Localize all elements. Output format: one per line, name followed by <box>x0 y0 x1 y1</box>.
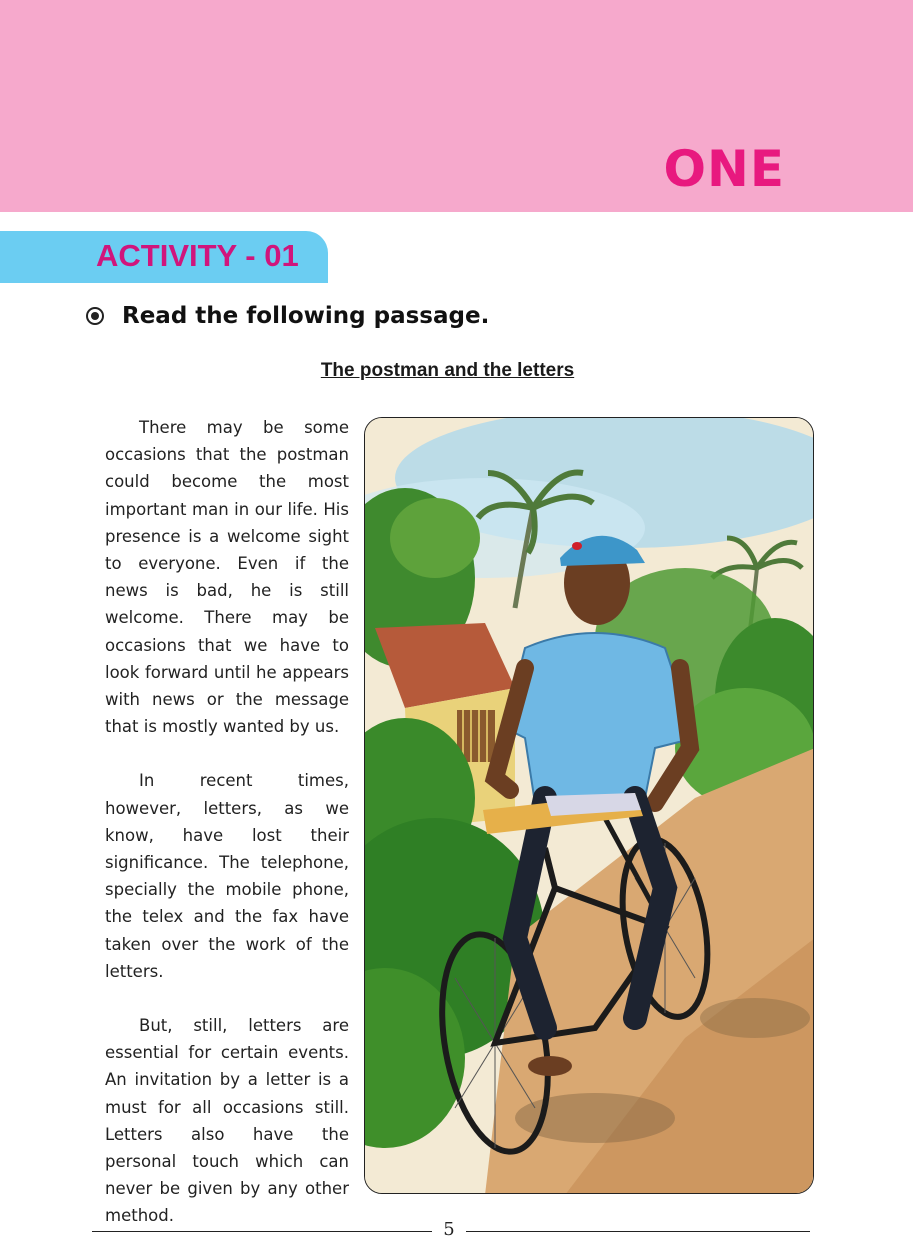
postman-illustration <box>364 417 814 1194</box>
instruction <box>86 303 489 329</box>
passage-text <box>105 414 349 1257</box>
passage-paragraph: But, still, letters are essential for certain events. An invitation by a letter is a must for all occasions still. Letters also have the personal touch which can never be given by any other method. <box>105 1016 349 1226</box>
page-number: 5 <box>443 1219 455 1240</box>
footer-rule-right <box>466 1231 810 1232</box>
footer-rule-left <box>92 1231 432 1232</box>
unit-title: ONE <box>663 140 785 198</box>
passage-title: The postman and the letters <box>320 360 575 381</box>
passage-paragraph: In recent times, however, letters, as we know, have lost their significance. The telephone, specially the mobile phone, the telex and the fax have taken over the work of the letters. <box>105 771 349 981</box>
passage-paragraph: There may be some occasions that the postman could become the most important man in our life. His presence is a welcome sight to everyone. Even if the news is bad, he is still welcome. There may be occasions that we have to look forward until he appears with news or the message that is mostly wanted by us. <box>105 418 349 737</box>
instruction-text: Read the following passage. <box>122 303 490 329</box>
postman-on-bicycle-picture <box>365 418 814 1194</box>
activity-label: ACTIVITY - 01 <box>96 238 299 273</box>
target-bullet-icon <box>86 307 104 325</box>
